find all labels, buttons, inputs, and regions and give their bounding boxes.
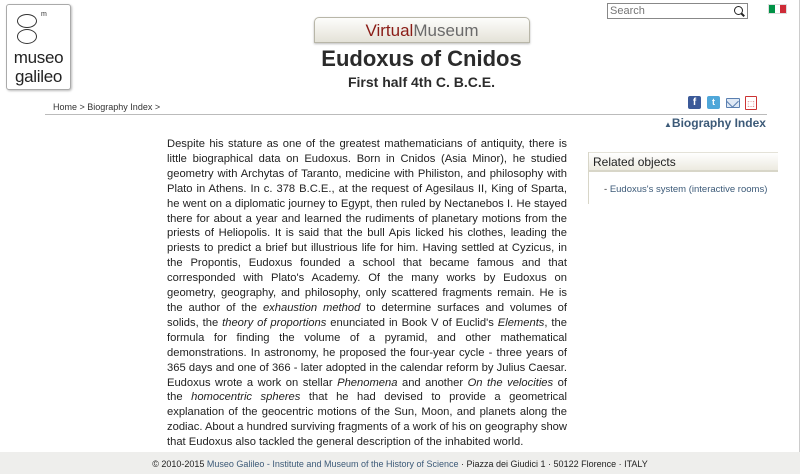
virtual-museum-part1: Virtual <box>365 21 414 40</box>
virtual-museum-part2: Museum <box>413 21 479 40</box>
footer-copyright: © 2010-2015 <box>152 459 207 469</box>
biography-index-label: Biography Index <box>671 116 766 130</box>
body-emphasis: exhaustion method <box>262 301 361 314</box>
body-text-segment: that he had devised to provide a geometrical explanation of the geocentric motions of the Sun, Moon, and planets along the zodiac. About a hundred surviving fragments of a work of his on geography show that Eudoxus also tackled the general description of the inhabited world. <box>167 391 567 449</box>
logo-mark-icon <box>15 10 47 44</box>
breadcrumb-home-link[interactable]: Home <box>53 102 78 112</box>
body-text-segment: , the formula for finding the volume of a pyramid, and other mathematical demonstrations. In astronomy, he proposed the four-year cycle - three years of 365 days and one of 366 - later adopted in the calendar reform by Julius Caesar. Eudoxus wrote a work on stellar <box>167 316 567 389</box>
search-input[interactable] <box>610 4 732 18</box>
logo-word-galileo: galileo <box>14 67 63 86</box>
body-text-segment: and another <box>397 376 468 389</box>
body-text-segment: Despite his stature as one of the greatest mathematicians of antiquity, there is little biographical data on Eudoxus. Born in Cnidos (Asia Minor), he studied geometry with Archytas of Taranto, medicine with Philiston, and philosophy with Plato in Athens. In c. 378 B.C.E., at the request of Agesilaus II, King of Sparta, he went on a diplomatic journey to Egypt, then ruled by Nectanebos I. He stayed there for about a year and learned the rudiments of planetary motions from the priests of Heliopolis. It is said that the bull Apis licked his clothes, leading the priests to predict a brief but illustrious life for him. Having settled at Cyzicus, in the Propontis, Eudoxus founded a school that became famous and that corresponded with Plato's Academy. Of the many works by Eudoxus on geometry, geography, and philosophy, only scattered fragments remain. He is the author of the <box>167 138 567 314</box>
body-text-segment: of the <box>167 376 567 404</box>
body-text-segment: enunciated in Book V of Euclid's <box>326 316 498 329</box>
body-emphasis: On the velocities <box>467 376 554 389</box>
footer <box>0 459 800 469</box>
related-bullet: - <box>604 184 610 195</box>
body-emphasis: theory of proportions <box>222 316 327 329</box>
twitter-icon[interactable]: t <box>707 96 720 109</box>
related-objects-panel <box>588 152 778 204</box>
body-emphasis: Elements <box>497 316 545 329</box>
italian-flag-icon[interactable] <box>768 4 787 14</box>
related-object-item <box>604 184 767 195</box>
facebook-icon[interactable]: f <box>688 96 701 109</box>
footer-address: · Piazza dei Giudici 1 · 50122 Florence · ITALY <box>458 459 648 469</box>
breadcrumb-separator: > <box>152 102 161 112</box>
page-subtitle: First half 4th C. B.C.E. <box>347 74 495 90</box>
triangle-up-icon: ▲ <box>664 120 672 129</box>
search-icon[interactable] <box>734 6 743 15</box>
biography-text <box>167 137 567 450</box>
search-box[interactable] <box>607 3 748 19</box>
logo-superscript: m <box>41 11 47 18</box>
page-title: Eudoxus of Cnidos <box>321 46 522 71</box>
logo-word-museo: museo <box>13 48 64 67</box>
pdf-icon[interactable]: ⬚ <box>745 96 757 110</box>
breadcrumb-separator: > <box>77 102 88 112</box>
virtual-museum-banner[interactable] <box>314 17 530 43</box>
related-objects-heading: Related objects <box>589 152 778 172</box>
header-divider <box>45 114 767 115</box>
breadcrumb-biography-index-link[interactable]: Biography Index <box>87 102 153 112</box>
body-emphasis: Phenomena <box>337 376 398 389</box>
breadcrumb <box>53 102 160 112</box>
body-text-segment: to determine surfaces and volumes of solids, the <box>167 301 567 329</box>
email-icon[interactable] <box>726 98 740 108</box>
related-object-link-eudoxus-system[interactable]: Eudoxus's system (interactive rooms) <box>609 184 768 195</box>
footer-museo-galileo-link[interactable]: Museo Galileo - Institute and Museum of the History of Science <box>206 459 459 469</box>
biography-index-link[interactable] <box>664 116 766 130</box>
body-emphasis: homocentric spheres <box>191 391 301 404</box>
